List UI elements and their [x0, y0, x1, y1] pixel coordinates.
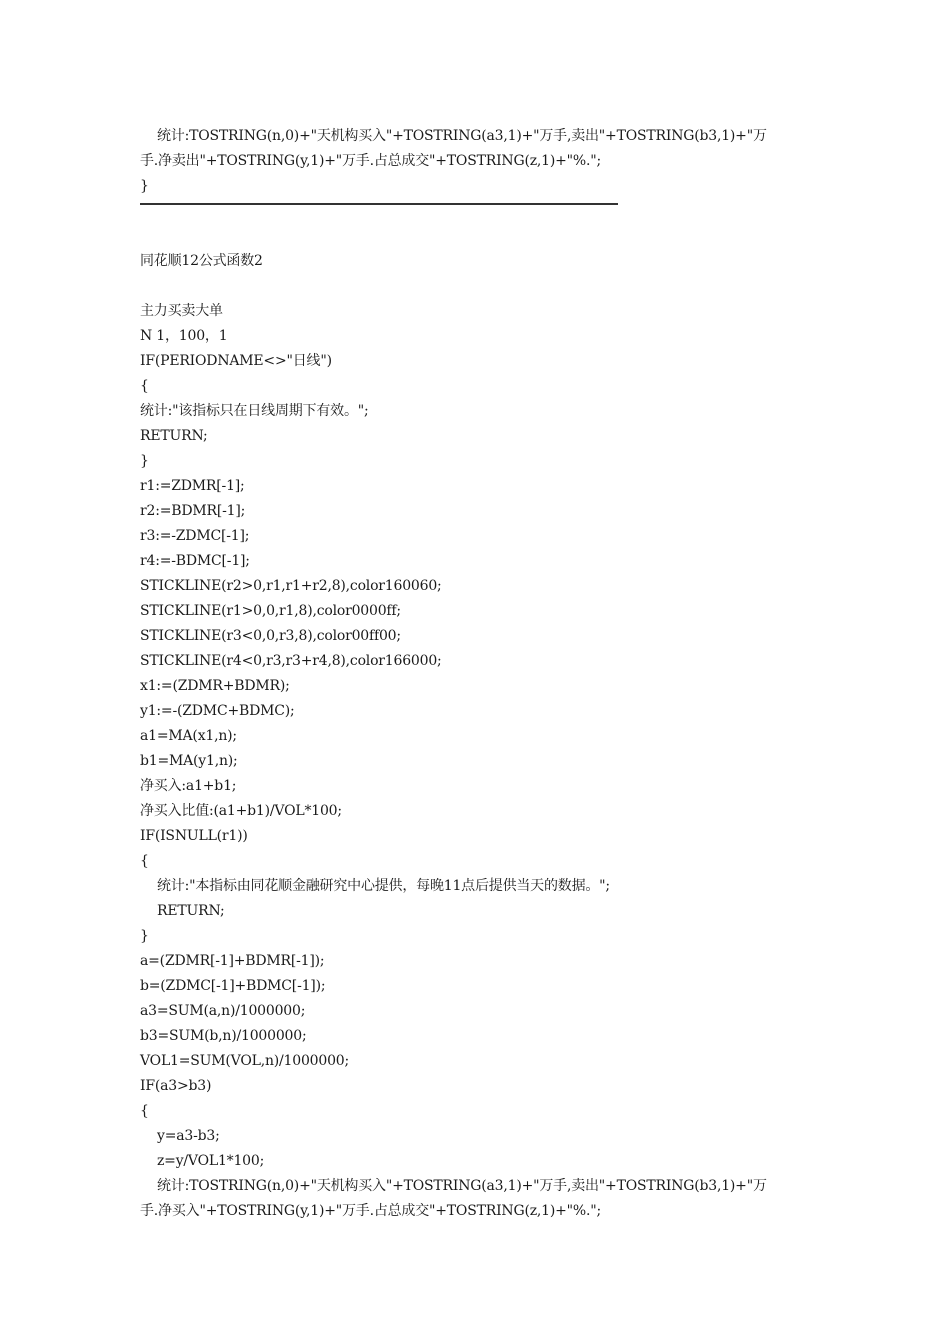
code-line: IF(a3>b3)	[140, 1078, 212, 1094]
code-line: y=a3-b3;	[157, 1128, 220, 1144]
code-line: 手.净买入"+TOSTRING(y,1)+"万手.占总成交"+TOSTRING(z,1)+"%.";	[140, 1203, 601, 1219]
code-line: r4:=-BDMC[-1];	[140, 553, 250, 569]
code-line: b1=MA(y1,n);	[140, 753, 238, 769]
code-line: RETURN;	[157, 903, 225, 919]
code-line: STICKLINE(r3<0,0,r3,8),color00ff00;	[140, 628, 401, 644]
code-line: 统计:"该指标只在日线周期下有效。";	[140, 403, 369, 419]
code-line: VOL1=SUM(VOL,n)/1000000;	[140, 1053, 350, 1069]
formula-name: 主力买卖大单	[140, 303, 223, 319]
code-line: N 1，100，1	[140, 328, 228, 344]
code-line: 净买入比值:(a1+b1)/VOL*100;	[140, 803, 342, 819]
code-line: z=y/VOL1*100;	[157, 1153, 265, 1169]
code-line: 净买入:a1+b1;	[140, 778, 237, 794]
code-line: STICKLINE(r4<0,r3,r3+r4,8),color166000;	[140, 653, 442, 669]
code-line: }	[140, 453, 149, 469]
code-line: a1=MA(x1,n);	[140, 728, 237, 744]
code-line: {	[140, 1103, 149, 1119]
code-line: a=(ZDMR[-1]+BDMR[-1]);	[140, 953, 325, 969]
code-line: {	[140, 378, 149, 394]
code-line: x1:=(ZDMR+BDMR);	[140, 678, 290, 694]
code-line: STICKLINE(r2>0,r1,r1+r2,8),color160060;	[140, 578, 442, 594]
code-line: r2:=BDMR[-1];	[140, 503, 246, 519]
code-line: 手.净卖出"+TOSTRING(y,1)+"万手.占总成交"+TOSTRING(z,1)+"%.";	[140, 153, 601, 169]
code-line: RETURN;	[140, 428, 208, 444]
code-line: a3=SUM(a,n)/1000000;	[140, 1003, 306, 1019]
code-line: 统计:"本指标由同花顺金融研究中心提供，每晚11点后提供当天的数据。";	[157, 878, 610, 894]
code-line: r1:=ZDMR[-1];	[140, 478, 245, 494]
code-line: y1:=-(ZDMC+BDMC);	[140, 703, 295, 719]
code-line: 统计:TOSTRING(n,0)+"天机构买入"+TOSTRING(a3,1)+"万手,卖出"+TOSTRING(b3,1)+"万	[157, 128, 767, 144]
code-line: b3=SUM(b,n)/1000000;	[140, 1028, 307, 1044]
code-line: {	[140, 853, 149, 869]
separator-line	[140, 203, 618, 205]
code-line: }	[140, 178, 149, 194]
section-title: 同花顺12公式函数2	[140, 253, 263, 269]
code-line: r3:=-ZDMC[-1];	[140, 528, 250, 544]
code-line: STICKLINE(r1>0,0,r1,8),color0000ff;	[140, 603, 401, 619]
code-line: }	[140, 928, 149, 944]
code-line: 统计:TOSTRING(n,0)+"天机构买入"+TOSTRING(a3,1)+"万手,卖出"+TOSTRING(b3,1)+"万	[157, 1178, 767, 1194]
code-line: IF(ISNULL(r1))	[140, 828, 248, 844]
code-line: b=(ZDMC[-1]+BDMC[-1]);	[140, 978, 326, 994]
code-line: IF(PERIODNAME<>"日线")	[140, 353, 332, 369]
